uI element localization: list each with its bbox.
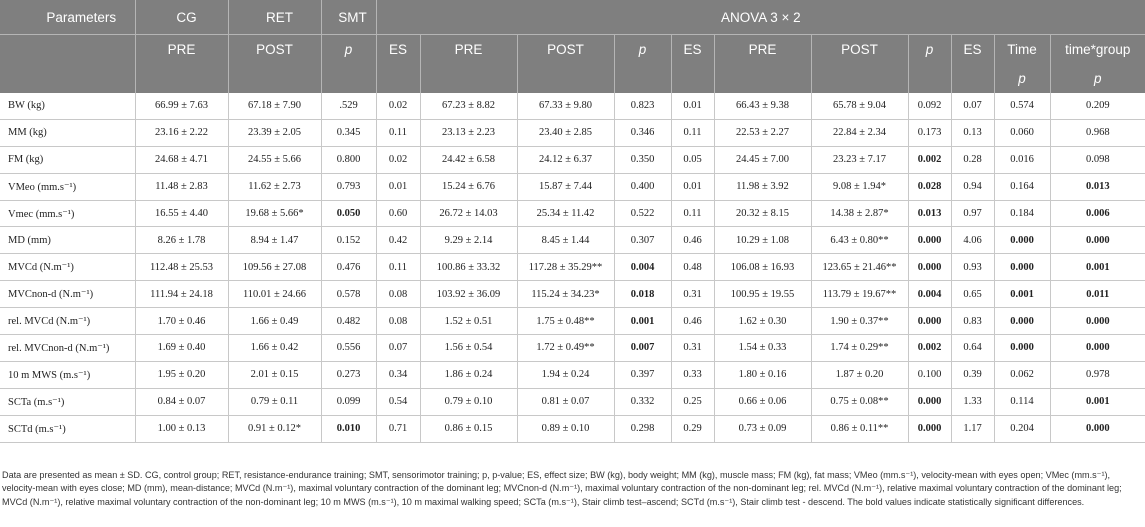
table-cell: 0.152 [321,227,376,254]
table-cell: 110.01 ± 24.66 [228,281,321,308]
header-blank [0,64,135,93]
table-cell: 0.28 [951,146,994,173]
table-cell: 1.90 ± 0.37** [811,308,908,335]
table-cell: 0.07 [376,335,420,362]
header-row-groups [0,0,1145,35]
table-cell: 10.29 ± 1.08 [714,227,811,254]
table-cell: 100.95 ± 19.55 [714,281,811,308]
table-cell: 23.13 ± 2.23 [420,119,517,146]
row-parameter: MD (mm) [0,227,135,254]
header-smt-es: ES [951,35,994,65]
table-cell: 0.11 [671,200,714,227]
table-cell: 115.24 ± 34.23* [517,281,614,308]
header-cg: CG [135,0,228,35]
table-cell: 0.062 [994,361,1050,388]
header-blank [951,64,994,93]
table-cell: 1.66 ± 0.49 [228,308,321,335]
header-smt-pre: PRE [714,35,811,65]
table-cell: 0.54 [376,388,420,415]
table-cell: 111.94 ± 24.18 [135,281,228,308]
table-cell: 0.01 [671,173,714,200]
table-cell: 0.05 [671,146,714,173]
table-cell: 0.000 [1050,227,1145,254]
table-cell: 24.12 ± 6.37 [517,146,614,173]
table-cell: 103.92 ± 36.09 [420,281,517,308]
table-cell: 0.000 [1050,308,1145,335]
table-cell: 4.06 [951,227,994,254]
table-cell: 0.006 [1050,200,1145,227]
table-cell: 9.29 ± 2.14 [420,227,517,254]
table-cell: 15.87 ± 7.44 [517,173,614,200]
table-cell: 0.01 [376,173,420,200]
table-cell: 67.23 ± 8.82 [420,93,517,119]
table-cell: 16.55 ± 4.40 [135,200,228,227]
table-cell: 0.79 ± 0.10 [420,388,517,415]
table-cell: 0.84 ± 0.07 [135,388,228,415]
table-cell: 0.25 [671,388,714,415]
table-cell: 0.60 [376,200,420,227]
row-parameter: MVCnon-d (N.m⁻¹) [0,281,135,308]
table-cell: 6.43 ± 0.80** [811,227,908,254]
table-cell: 0.08 [376,308,420,335]
table-cell: 0.013 [1050,173,1145,200]
header-blank [420,64,517,93]
table-cell: 123.65 ± 21.46** [811,254,908,281]
row-parameter: SCTd (m.s⁻¹) [0,415,135,442]
table-cell: 0.48 [671,254,714,281]
table-cell: 0.31 [671,281,714,308]
table-cell: 0.001 [994,281,1050,308]
table-header [0,0,1145,93]
table-cell: 0.968 [1050,119,1145,146]
table-cell: 0.02 [376,93,420,119]
table-cell: 8.94 ± 1.47 [228,227,321,254]
table-cell: 0.29 [671,415,714,442]
header-ret-post: POST [517,35,614,65]
table-cell: 0.11 [376,254,420,281]
table-cell: 0.000 [1050,335,1145,362]
table-cell: 0.31 [671,335,714,362]
table-cell: 1.69 ± 0.40 [135,335,228,362]
table-cell: 0.07 [951,93,994,119]
table-cell: 0.73 ± 0.09 [714,415,811,442]
table-cell: 2.01 ± 0.15 [228,361,321,388]
table-cell: 0.010 [321,415,376,442]
table-cell: 0.71 [376,415,420,442]
header-smt: SMT [321,0,376,35]
row-parameter: MM (kg) [0,119,135,146]
table-cell: 0.164 [994,173,1050,200]
table-cell: 0.34 [376,361,420,388]
table-cell: 112.48 ± 25.53 [135,254,228,281]
table-cell: 0.273 [321,361,376,388]
table-cell: 23.39 ± 2.05 [228,119,321,146]
table-row [0,361,1145,388]
table-footnote: Data are presented as mean ± SD. CG, control group; RET, resistance-endurance training; SMT, sensorimotor training; p, p-value; ES, effect size; BW (kg), body weight; MM (kg), muscle mass; FM (kg), fat mass; VMeo (mm.s⁻¹), velocity-mean with eyes open; VMec (mm.s⁻¹), velocity-mean with eyes close; MD (mm), mean-distance; MVCd (N.m⁻¹), maximal voluntary contraction of the dominant leg; MVCnon-d (N.m⁻¹), maximal voluntary contraction of the non-dominant leg; rel. MVCd (N.m⁻¹), relative maximal voluntary contraction of the dominant leg; MVCd (N.m⁻¹), relative maximal voluntary contraction of the non-dominant leg; 10 m MWS (m.s⁻¹), 10 m maximal walking speed; SCTa (m.s⁻¹), Stair climb test–ascend; SCTd (m.s⁻¹), Stair climb test - descend. The bold values indicate statistically significant differences. [2,470,1122,507]
table-cell: 106.08 ± 16.93 [714,254,811,281]
table-cell: 0.350 [614,146,671,173]
table-cell: 0.79 ± 0.11 [228,388,321,415]
table-cell: 0.099 [321,388,376,415]
table-row [0,254,1145,281]
table-cell: 0.209 [1050,93,1145,119]
table-cell: 0.016 [994,146,1050,173]
table-cell: 0.013 [908,200,951,227]
header-ret-es: ES [671,35,714,65]
header-blank [321,64,376,93]
table-cell: 19.68 ± 5.66* [228,200,321,227]
table-row [0,308,1145,335]
table-cell: 0.75 ± 0.08** [811,388,908,415]
table-cell: 0.173 [908,119,951,146]
table-cell: 0.092 [908,93,951,119]
table-row [0,119,1145,146]
table-cell: 0.204 [994,415,1050,442]
table-cell: 0.91 ± 0.12* [228,415,321,442]
table-cell: 65.78 ± 9.04 [811,93,908,119]
header-ret: RET [228,0,321,35]
header-blank [376,64,420,93]
table-cell: 0.298 [614,415,671,442]
table-cell: 0.08 [376,281,420,308]
table-cell: 0.002 [908,146,951,173]
header-blank [811,64,908,93]
header-smt-post: POST [811,35,908,65]
table-cell: 8.26 ± 1.78 [135,227,228,254]
header-time: Time [994,35,1050,65]
table-cell: 0.018 [614,281,671,308]
table-cell: 113.79 ± 19.67** [811,281,908,308]
table-row [0,335,1145,362]
table-cell: 1.33 [951,388,994,415]
table-cell: 11.62 ± 2.73 [228,173,321,200]
header-blank [614,64,671,93]
table-cell: 0.011 [1050,281,1145,308]
table-cell: 1.95 ± 0.20 [135,361,228,388]
header-blank [228,64,321,93]
table-cell: 0.97 [951,200,994,227]
header-ret-p: p [614,35,671,65]
table-cell: 117.28 ± 35.29** [517,254,614,281]
table-cell: 1.00 ± 0.13 [135,415,228,442]
table-cell: 0.060 [994,119,1050,146]
table-cell: 0.000 [908,388,951,415]
row-parameter: rel. MVCnon-d (N.m⁻¹) [0,335,135,362]
header-blank [908,64,951,93]
table-cell: 8.45 ± 1.44 [517,227,614,254]
table-cell: 0.346 [614,119,671,146]
table-cell: 1.75 ± 0.48** [517,308,614,335]
header-cg-es: ES [376,35,420,65]
header-cg-post: POST [228,35,321,65]
table-cell: 0.11 [376,119,420,146]
table-cell: .529 [321,93,376,119]
header-blank [0,35,135,65]
table-cell: 0.000 [994,308,1050,335]
table-cell: 1.87 ± 0.20 [811,361,908,388]
table-cell: 0.184 [994,200,1050,227]
header-ret-pre: PRE [420,35,517,65]
table-cell: 1.62 ± 0.30 [714,308,811,335]
table-cell: 25.34 ± 11.42 [517,200,614,227]
table-cell: 0.93 [951,254,994,281]
table-cell: 23.40 ± 2.85 [517,119,614,146]
row-parameter: FM (kg) [0,146,135,173]
table-cell: 0.028 [908,173,951,200]
table-cell: 1.66 ± 0.42 [228,335,321,362]
table-cell: 0.13 [951,119,994,146]
header-cg-pre: PRE [135,35,228,65]
table-cell: 0.33 [671,361,714,388]
table-cell: 0.800 [321,146,376,173]
row-parameter: VMeo (mm.s⁻¹) [0,173,135,200]
header-parameters: Parameters [0,0,135,35]
table-cell: 1.80 ± 0.16 [714,361,811,388]
table-cell: 1.70 ± 0.46 [135,308,228,335]
table-cell: 0.46 [671,227,714,254]
header-smt-p: p [908,35,951,65]
header-blank [135,64,228,93]
table-cell: 66.43 ± 9.38 [714,93,811,119]
table-cell: 22.84 ± 2.34 [811,119,908,146]
table-cell: 0.400 [614,173,671,200]
header-time-p: p [994,64,1050,93]
table-cell: 9.08 ± 1.94* [811,173,908,200]
table-cell: 0.000 [1050,415,1145,442]
header-blank [671,64,714,93]
table-cell: 0.307 [614,227,671,254]
table-cell: 1.74 ± 0.29** [811,335,908,362]
table-cell: 23.23 ± 7.17 [811,146,908,173]
table-cell: 0.46 [671,308,714,335]
table-cell: 24.55 ± 5.66 [228,146,321,173]
table-cell: 1.52 ± 0.51 [420,308,517,335]
table-cell: 0.86 ± 0.15 [420,415,517,442]
table-cell: 11.98 ± 3.92 [714,173,811,200]
table-row [0,227,1145,254]
table-cell: 0.114 [994,388,1050,415]
table-cell: 0.000 [908,415,951,442]
table-cell: 1.17 [951,415,994,442]
table-row [0,146,1145,173]
table-cell: 0.64 [951,335,994,362]
table-cell: 0.000 [994,335,1050,362]
table-cell: 15.24 ± 6.76 [420,173,517,200]
table-row [0,200,1145,227]
table-cell: 0.793 [321,173,376,200]
row-parameter: Vmec (mm.s⁻¹) [0,200,135,227]
header-cg-p: p [321,35,376,65]
table-cell: 0.002 [908,335,951,362]
header-row-columns [0,35,1145,65]
header-time-group: time*group [1050,35,1145,65]
table-cell: 0.574 [994,93,1050,119]
table-cell: 24.45 ± 7.00 [714,146,811,173]
table-cell: 0.397 [614,361,671,388]
table-row [0,388,1145,415]
table-cell: 109.56 ± 27.08 [228,254,321,281]
table-cell: 0.001 [1050,388,1145,415]
table-cell: 14.38 ± 2.87* [811,200,908,227]
table-cell: 0.86 ± 0.11** [811,415,908,442]
row-parameter: rel. MVCd (N.m⁻¹) [0,308,135,335]
table-cell: 0.332 [614,388,671,415]
row-parameter: MVCd (N.m⁻¹) [0,254,135,281]
header-anova: ANOVA 3 × 2 [376,0,1145,35]
header-blank [517,64,614,93]
row-parameter: 10 m MWS (m.s⁻¹) [0,361,135,388]
table-cell: 0.01 [671,93,714,119]
table-cell: 1.56 ± 0.54 [420,335,517,362]
table-row [0,281,1145,308]
table-cell: 24.68 ± 4.71 [135,146,228,173]
table-cell: 0.556 [321,335,376,362]
table-cell: 0.098 [1050,146,1145,173]
table-cell: 0.02 [376,146,420,173]
table-cell: 100.86 ± 33.32 [420,254,517,281]
table-cell: 0.004 [614,254,671,281]
table-cell: 23.16 ± 2.22 [135,119,228,146]
row-parameter: BW (kg) [0,93,135,119]
table-cell: 0.000 [994,227,1050,254]
table-row [0,415,1145,442]
table-cell: 0.001 [614,308,671,335]
table-cell: 0.000 [908,254,951,281]
table-cell: 22.53 ± 2.27 [714,119,811,146]
table-cell: 67.33 ± 9.80 [517,93,614,119]
table-cell: 0.000 [908,308,951,335]
table-cell: 0.004 [908,281,951,308]
table-cell: 1.86 ± 0.24 [420,361,517,388]
header-row-p [0,64,1145,93]
table-cell: 0.482 [321,308,376,335]
table-cell: 1.54 ± 0.33 [714,335,811,362]
table-cell: 0.823 [614,93,671,119]
table-cell: 0.89 ± 0.10 [517,415,614,442]
table-cell: 0.11 [671,119,714,146]
table-cell: 0.978 [1050,361,1145,388]
table-cell: 0.94 [951,173,994,200]
table-cell: 0.39 [951,361,994,388]
table-cell: 0.345 [321,119,376,146]
table-cell: 0.66 ± 0.06 [714,388,811,415]
table-cell: 0.050 [321,200,376,227]
table-cell: 24.42 ± 6.58 [420,146,517,173]
table-cell: 0.81 ± 0.07 [517,388,614,415]
table-cell: 67.18 ± 7.90 [228,93,321,119]
table-cell: 0.522 [614,200,671,227]
table-cell: 11.48 ± 2.83 [135,173,228,200]
table-row [0,93,1145,119]
table-body [0,93,1145,442]
row-parameter: SCTa (m.s⁻¹) [0,388,135,415]
table-cell: 0.001 [1050,254,1145,281]
table-cell: 0.578 [321,281,376,308]
table-cell: 1.72 ± 0.49** [517,335,614,362]
table-cell: 20.32 ± 8.15 [714,200,811,227]
table-cell: 0.100 [908,361,951,388]
table-cell: 0.000 [994,254,1050,281]
table-cell: 0.007 [614,335,671,362]
table-cell: 66.99 ± 7.63 [135,93,228,119]
table-cell: 1.94 ± 0.24 [517,361,614,388]
header-blank [714,64,811,93]
table-cell: 0.83 [951,308,994,335]
table-row [0,173,1145,200]
table-cell: 26.72 ± 14.03 [420,200,517,227]
table-cell: 0.000 [908,227,951,254]
header-time-group-p: p [1050,64,1145,93]
table-cell: 0.476 [321,254,376,281]
table-cell: 0.42 [376,227,420,254]
table-cell: 0.65 [951,281,994,308]
